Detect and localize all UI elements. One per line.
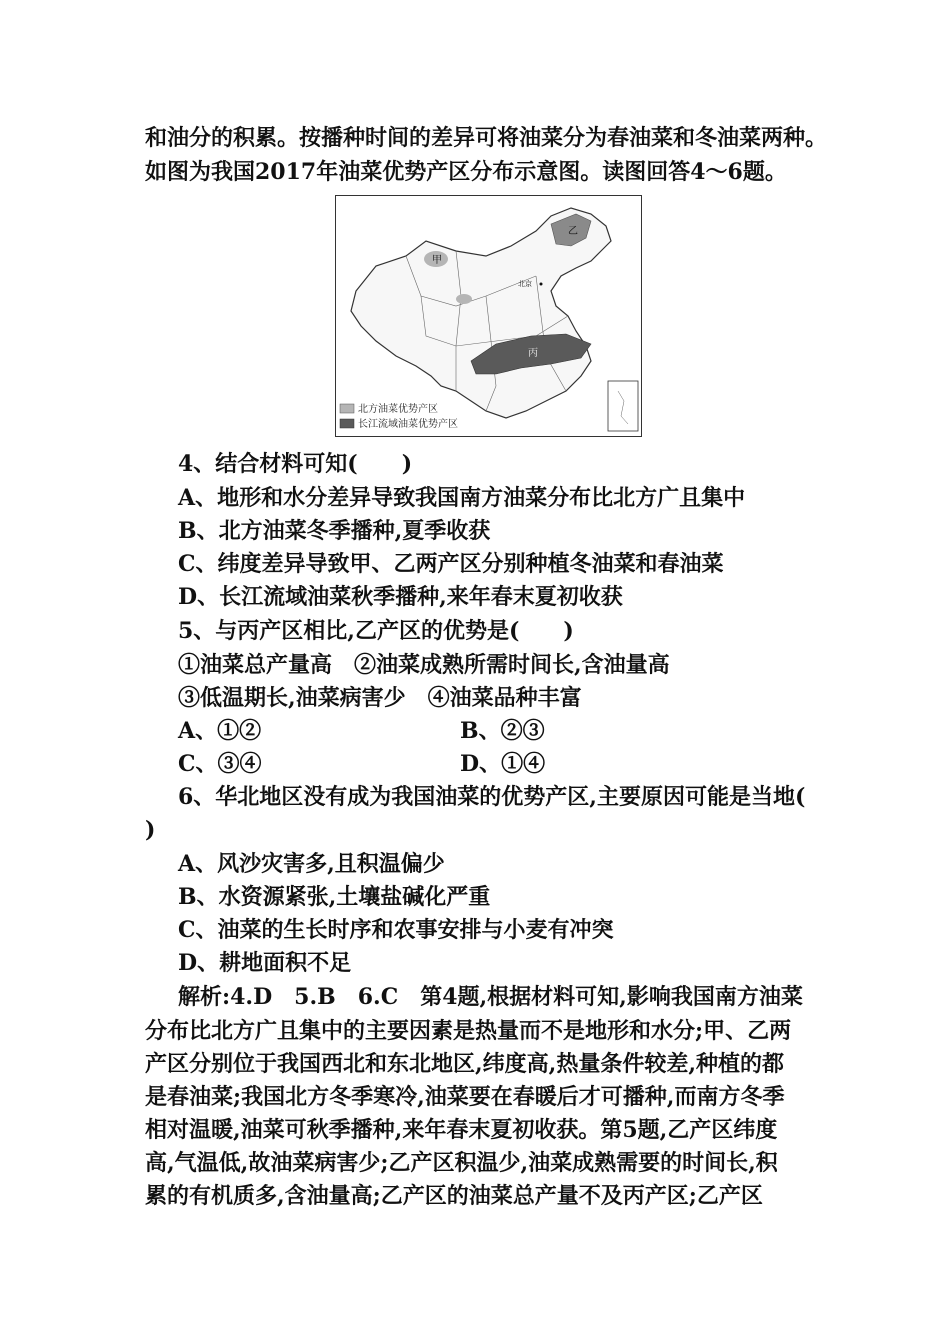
q5-option-c: C、③④ [178,751,262,777]
region-north-small [456,294,472,304]
analysis-line-4: 是春油菜;我国北方冬季寒冷,油菜要在春暖后才可播种,而南方冬季 [145,1084,785,1110]
analysis-line-3: 产区分别位于我国西北和东北地区,纬度高,热量条件较差,种植的都 [145,1051,784,1077]
legend-label-north: 北方油菜优势产区 [358,404,438,415]
analysis-line-7: 累的有机质多,含油量高;乙产区的油菜总产量不及丙产区;乙产区 [145,1183,763,1209]
analysis-line-2: 分布比北方广且集中的主要因素是热量而不是地形和水分;甲、乙两 [145,1018,792,1044]
q6-option-d: D、耕地面积不足 [178,950,352,976]
q4-option-c: C、纬度差异导致甲、乙两产区分别种植冬油菜和春油菜 [178,551,724,577]
q5-choices-12: ①油菜总产量高 ②油菜成熟所需时间长,含油量高 [178,652,670,678]
q5-choices-34: ③低温期长,油菜病害少 ④油菜品种丰富 [178,685,582,711]
q6-stem-line-1: 6、华北地区没有成为我国油菜的优势产区,主要原因可能是当地( [178,784,806,810]
q6-option-b: B、水资源紧张,土壤盐碱化严重 [178,884,491,910]
q4-option-b: B、北方油菜冬季播种,夏季收获 [178,518,491,544]
intro-line-2: 如图为我国2017年油菜优势产区分布示意图。读图回答4～6题。 [145,159,787,185]
label-yi: 乙 [568,226,578,237]
q5-option-b: B、②③ [460,718,545,744]
q4-option-d: D、长江流域油菜秋季播种,来年春末夏初收获 [178,584,623,610]
legend-label-yangtze: 长江流域油菜优势产区 [358,419,458,430]
legend-swatch-yangtze [340,419,354,428]
q4-stem: 4、结合材料可知( ) [178,451,413,477]
q6-stem-line-2: ) [145,817,156,843]
label-beijing: 北京 [518,280,532,288]
analysis-line-6: 高,气温低,故油菜病害少;乙产区积温少,油菜成熟需要的时间长,积 [145,1150,778,1176]
q5-option-d: D、①④ [460,751,546,777]
map-drawing [336,196,641,436]
analysis-line-1: 解析:4.D 5.B 6.C 第4题,根据材料可知,影响我国南方油菜 [178,984,803,1010]
q4-option-a: A、地形和水分差异导致我国南方油菜分布比北方广且集中 [178,485,746,511]
label-jia: 甲 [432,255,442,266]
q5-stem: 5、与丙产区相比,乙产区的优势是( ) [178,618,574,644]
q6-option-a: A、风沙灾害多,且积温偏少 [178,851,445,877]
q5-option-a: A、①② [178,718,262,744]
q6-option-c: C、油菜的生长时序和农事安排与小麦有冲突 [178,917,614,943]
china-rapeseed-map [335,195,642,437]
legend-swatch-north [340,404,354,413]
label-bing: 丙 [528,348,538,359]
intro-line-1: 和油分的积累。按播种时间的差异可将油菜分为春油菜和冬油菜两种。 [145,125,828,151]
analysis-line-5: 相对温暖,油菜可秋季播种,来年春末夏初收获。第5题,乙产区纬度 [145,1117,778,1143]
